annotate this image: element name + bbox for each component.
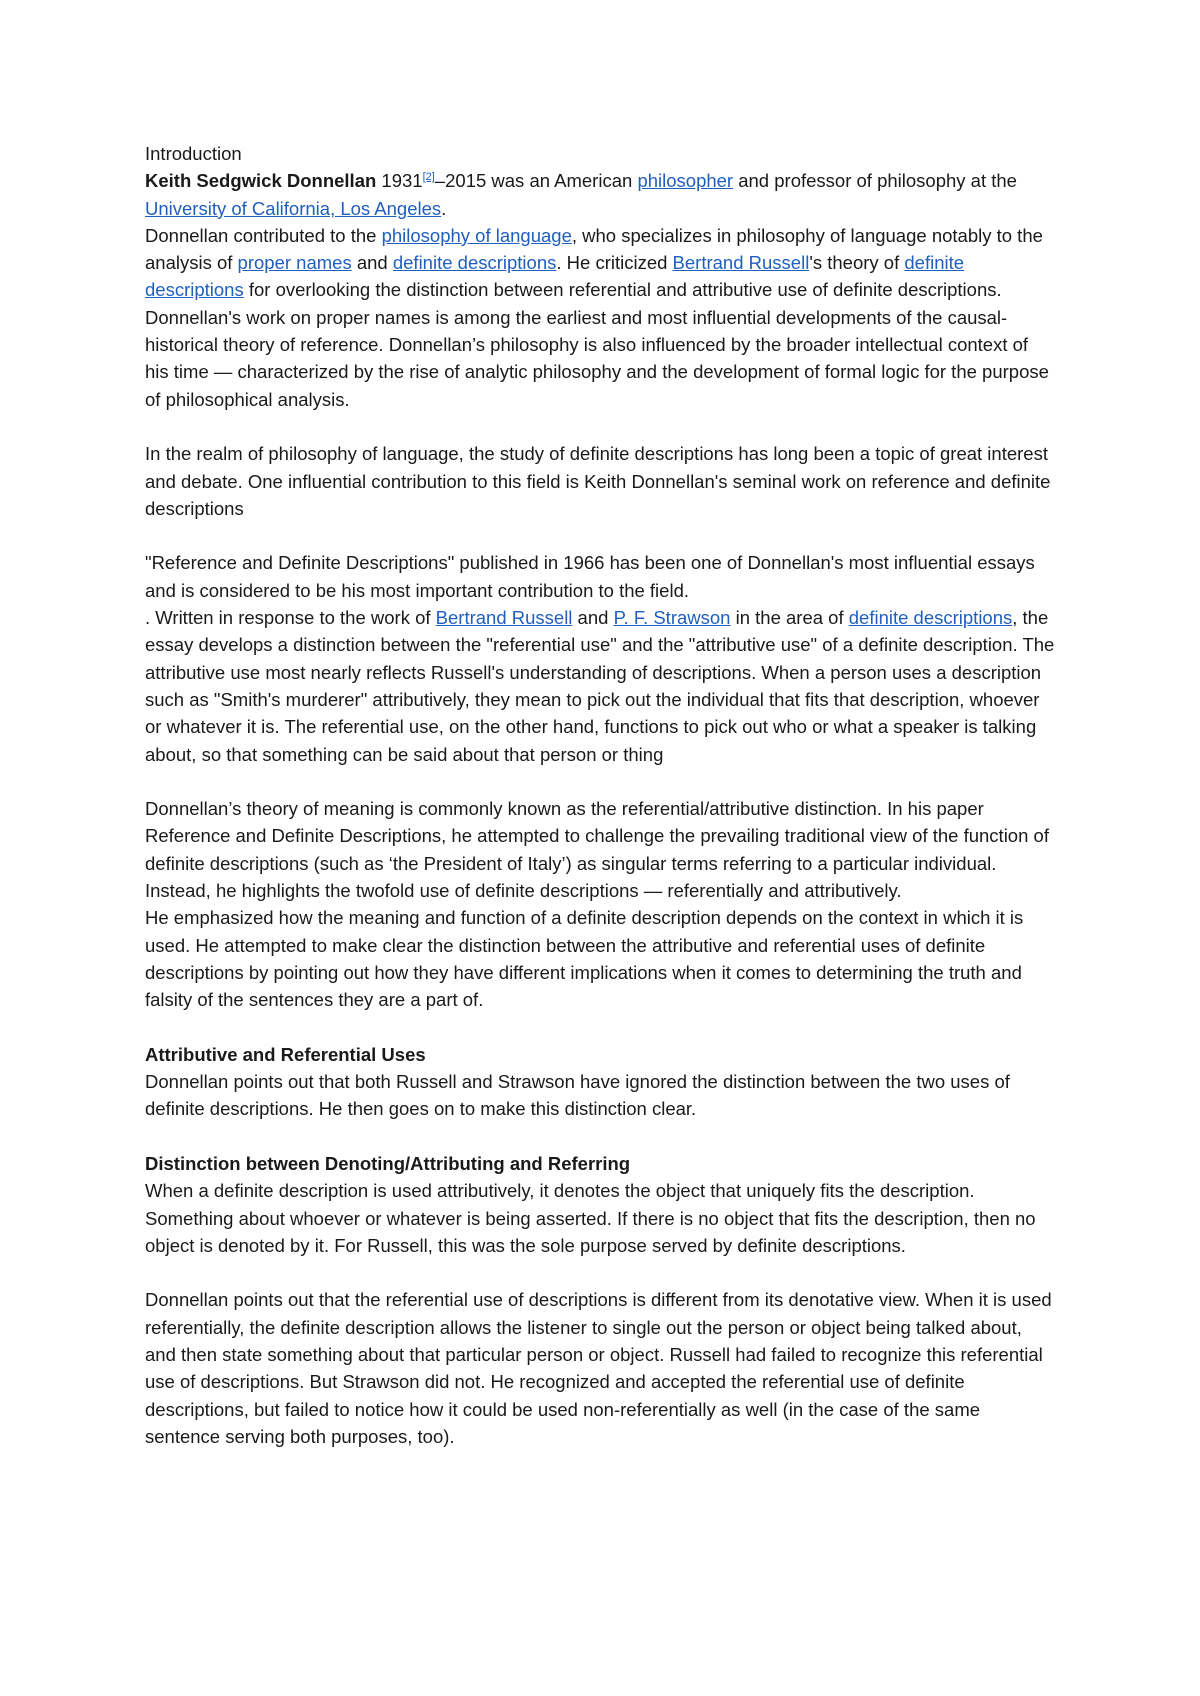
essay-paragraph-2: . Written in response to the work of Bertrand Russell and P. F. Strawson in the area of definite descriptions, the essay develops a distinction between the "referential use" and the "attributive use" of a definite description. The attributive use most nearly reflects Russell's understanding of descriptions. When a person uses a description such as "Smith's murderer" attributively, they mean to pick out the individual that fits that description, whoever or whatever it is. The referential use, on the other hand, functions to pick out who or what a speaker is talking about, so that something can be said about that person or thing <box>145 607 1055 765</box>
realm-paragraph: In the realm of philosophy of language, the study of definite descriptions has long been a topic of great interest and debate. One influential contribution to this field is Keith Donnellan's seminal work on reference and definite descriptions <box>145 443 1051 519</box>
distinction-heading: Distinction between Denoting/Attributing and Referring <box>145 1152 631 1174</box>
reference-superscript <box>423 171 435 183</box>
link-ucla[interactable]: University of California, Los Angeles <box>145 197 442 219</box>
attributive-heading: Attributive and Referential Uses <box>145 1043 426 1065</box>
link-bertrand-russell-2[interactable]: Bertrand Russell <box>435 607 573 629</box>
subject-name: Keith Sedgwick Donnellan <box>145 170 377 192</box>
document-page <box>145 140 1055 1450</box>
link-definite-descriptions-3[interactable]: definite descriptions <box>848 607 1013 629</box>
link-philosophy-of-language[interactable]: philosophy of language <box>381 224 572 246</box>
theory-paragraph-2: He emphasized how the meaning and function of a definite description depends on the context in which it is used. He attempted to make clear the distinction between the attributive and referential uses of definite descriptions by pointing out how they have different implications when it comes to determining the truth and falsity of the sentences they are a part of. <box>145 907 1024 1011</box>
paragraph-gap <box>145 522 1055 549</box>
paragraph-gap <box>145 768 1055 795</box>
essay-paragraph-1: "Reference and Definite Descriptions" published in 1966 has been one of Donnellan's most influential essays and is considered to be his most important contribution to the field. <box>145 552 1035 601</box>
link-definite-descriptions[interactable]: definite descriptions <box>392 252 557 274</box>
paragraph-gap <box>145 1123 1055 1150</box>
paragraph-gap <box>145 413 1055 440</box>
theory-paragraph-1: Donnellan’s theory of meaning is commonly known as the referential/attributive distinction. In his paper Reference and Definite Descriptions, he attempted to challenge the prevailing traditional view of the function of definite descriptions (such as ‘the President of Italy’) as singular terms referring to a particular individual. Instead, he highlights the twofold use of definite descriptions — referentially and attributively. <box>145 798 1049 902</box>
birth-year: 1931 <box>376 170 423 192</box>
link-definite-descriptions-2[interactable]: definite descriptions <box>145 252 965 301</box>
link-pf-strawson[interactable]: P. F. Strawson <box>613 607 731 629</box>
intro-paragraph-2: Donnellan contributed to the philosophy of language, who specializes in philosophy of language notably to the analysis of proper names and definite descriptions. He criticized Bertrand Russell's theory of definite descriptions for overlooking the distinction between referential and attributive use of definite descriptions. Donnellan's work on proper names is among the earliest and most influential developments of the causal-historical theory of reference. Donnellan’s philosophy is also influenced by the broader intellectual context of his time — characterized by the rise of analytic philosophy and the development of formal logic for the purpose of philosophical analysis. <box>145 224 1049 410</box>
link-proper-names[interactable]: proper names <box>237 252 352 274</box>
distinction-body: When a definite description is used attributively, it denotes the object that uniquely fits the description. Something about whoever or whatever is being asserted. If there is no object that fits the description, then no object is denoted by it. For Russell, this was the sole purpose served by definite descriptions. <box>145 1180 1036 1256</box>
intro-paragraph-1: Keith Sedgwick Donnellan 1931[2]–2015 was an American philosopher and professor of philosophy at the University of California, Los Angeles. <box>145 170 1017 219</box>
final-paragraph: Donnellan points out that the referential use of descriptions is different from its denotative view. When it is used referentially, the definite description allows the listener to single out the person or object being talked about, and then state something about that particular person or object. Russell had failed to recognize this referential use of descriptions. But Strawson did not. He recognized and accepted the referential use of definite descriptions, but failed to notice how it could be used non-referentially as well (in the case of the same sentence serving both purposes, too). <box>145 1289 1052 1447</box>
link-bertrand-russell[interactable]: Bertrand Russell <box>672 252 810 274</box>
attributive-body: Donnellan points out that both Russell and Strawson have ignored the distinction between the two uses of definite descriptions. He then goes on to make this distinction clear. <box>145 1071 1010 1120</box>
paragraph-gap <box>145 1014 1055 1041</box>
paragraph-gap <box>145 1259 1055 1286</box>
intro-heading: Introduction <box>145 143 242 164</box>
link-philosopher[interactable]: philosopher <box>637 170 734 192</box>
reference-link-2[interactable]: [2] <box>422 171 435 184</box>
